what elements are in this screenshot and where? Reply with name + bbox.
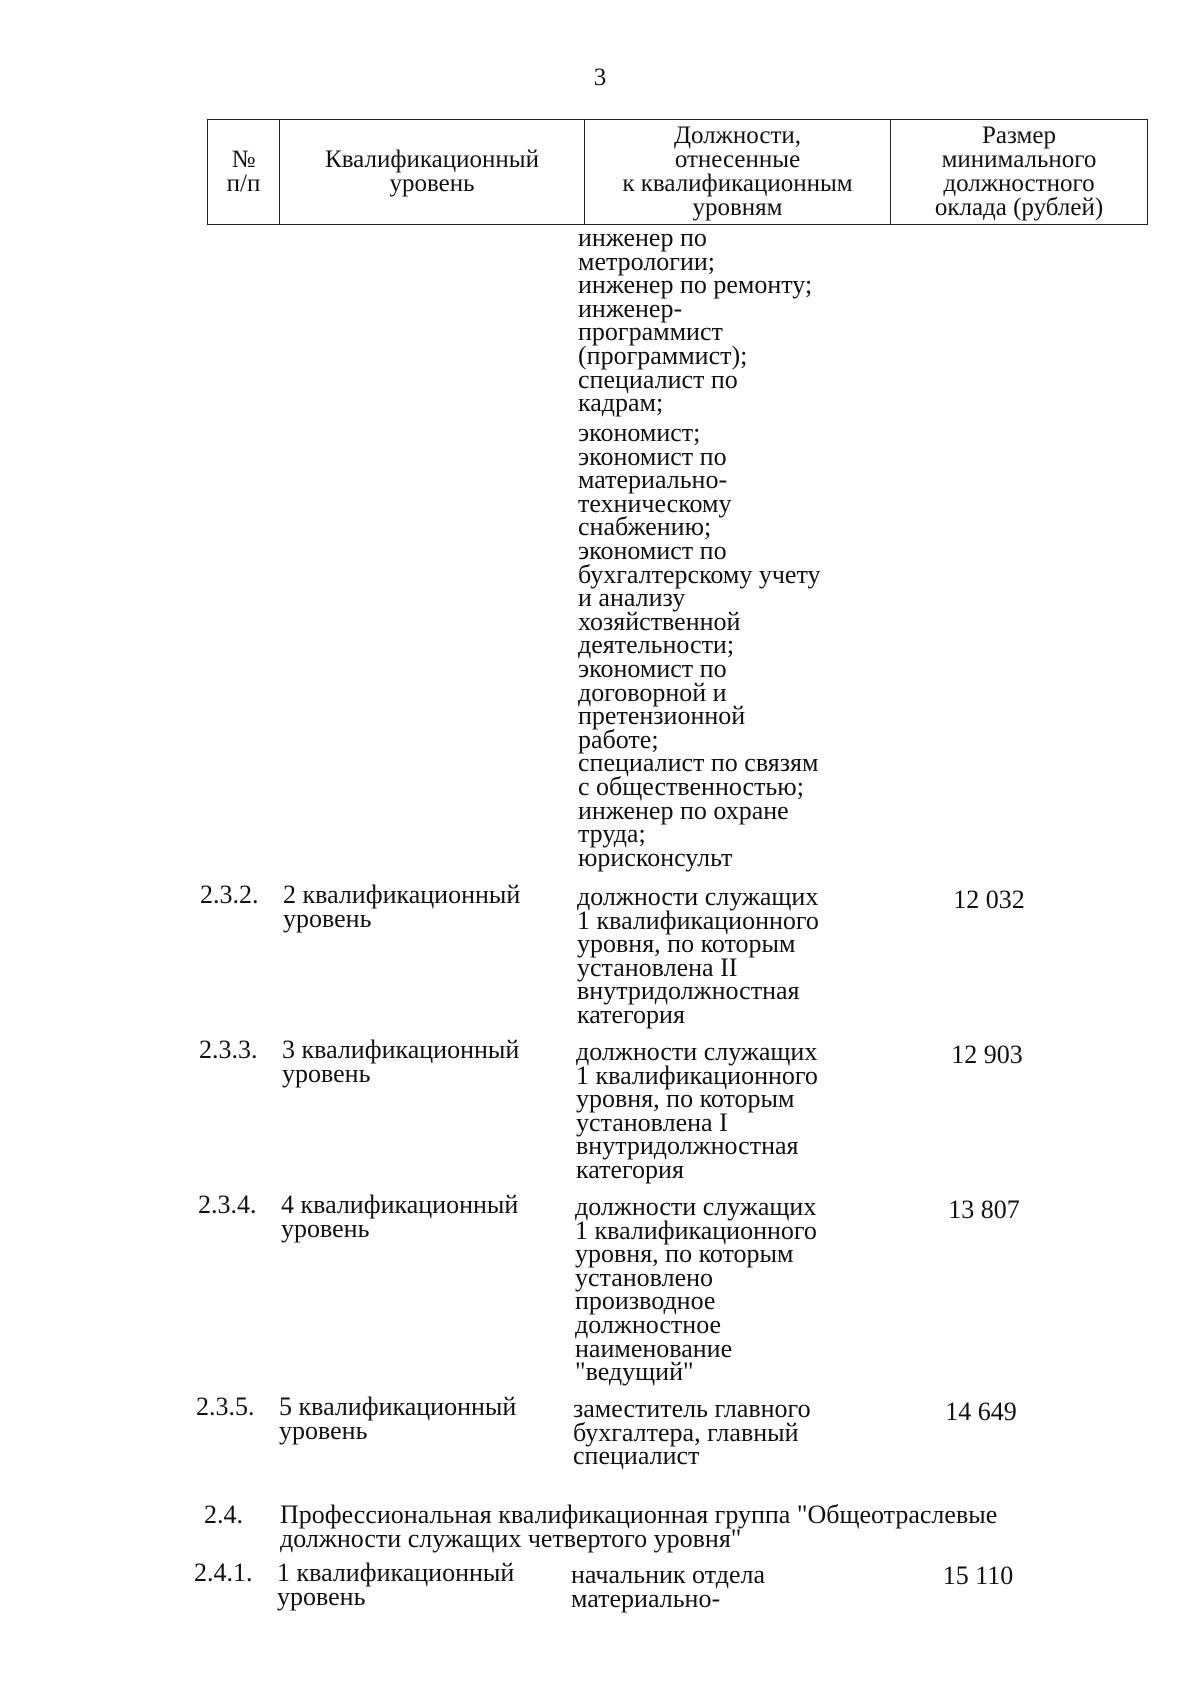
- positions-continued-2: экономист; экономист по материально- техническому снабжению; экономист по бухгалтерскому учету и анализу хозяйственной деятельности; экономист по договорной и претензионной работе; специалист по связям с общественностью; инженер по охране труда; юрисконсульт: [578, 418, 821, 872]
- row-level: 3 квалификационный уровень: [282, 1035, 520, 1088]
- row-number: 2.3.5.: [196, 1392, 255, 1421]
- row-positions: должности служащих 1 квалификационного уровня, по которым установлена II внутридолжностная категория: [577, 882, 819, 1029]
- row-positions: должности служащих 1 квалификационного уровня, по которым установлена I внутридолжностная категория: [576, 1037, 818, 1184]
- group-title: Профессиональная квалификационная группа "Общеотраслевые должности служащих четвертого уровня": [280, 1500, 998, 1553]
- header-num: № п/п: [208, 120, 280, 225]
- table-header: [207, 119, 1148, 225]
- row-salary: 14 649: [945, 1397, 1017, 1426]
- page-number: 3: [593, 64, 607, 91]
- row-number: 2.3.4.: [198, 1190, 257, 1219]
- row-salary: 15 110: [942, 1561, 1014, 1590]
- row-salary: 13 807: [948, 1195, 1020, 1224]
- group-number: 2.4.: [204, 1500, 243, 1529]
- row-number: 2.4.1.: [194, 1558, 253, 1587]
- row-positions: начальник отдела материально-: [571, 1560, 766, 1613]
- row-level: 2 квалификационный уровень: [283, 880, 521, 933]
- header-salary: Размер минимального должностного оклада (рублей): [891, 120, 1148, 225]
- row-positions: должности служащих 1 квалификационного уровня, по которым установлено производное должностное наименование "ведущий": [575, 1192, 817, 1387]
- row-level: 5 квалификационный уровень: [279, 1392, 517, 1445]
- row-number: 2.3.3.: [199, 1035, 258, 1064]
- header-level: Квалификационный уровень: [280, 120, 585, 225]
- row-positions: заместитель главного бухгалтера, главный специалист: [573, 1394, 811, 1471]
- row-salary: 12 032: [953, 885, 1025, 914]
- row-level: 4 квалификационный уровень: [281, 1190, 519, 1243]
- row-number: 2.3.2.: [200, 880, 259, 909]
- row-salary: 12 903: [951, 1040, 1023, 1069]
- positions-continued-1: инженер по метрологии; инженер по ремонту; инженер- программист (программист); специалист по кадрам;: [578, 223, 813, 418]
- header-positions: Должности, отнесенные к квалификационным уровням: [585, 120, 891, 225]
- row-level: 1 квалификационный уровень: [277, 1558, 515, 1611]
